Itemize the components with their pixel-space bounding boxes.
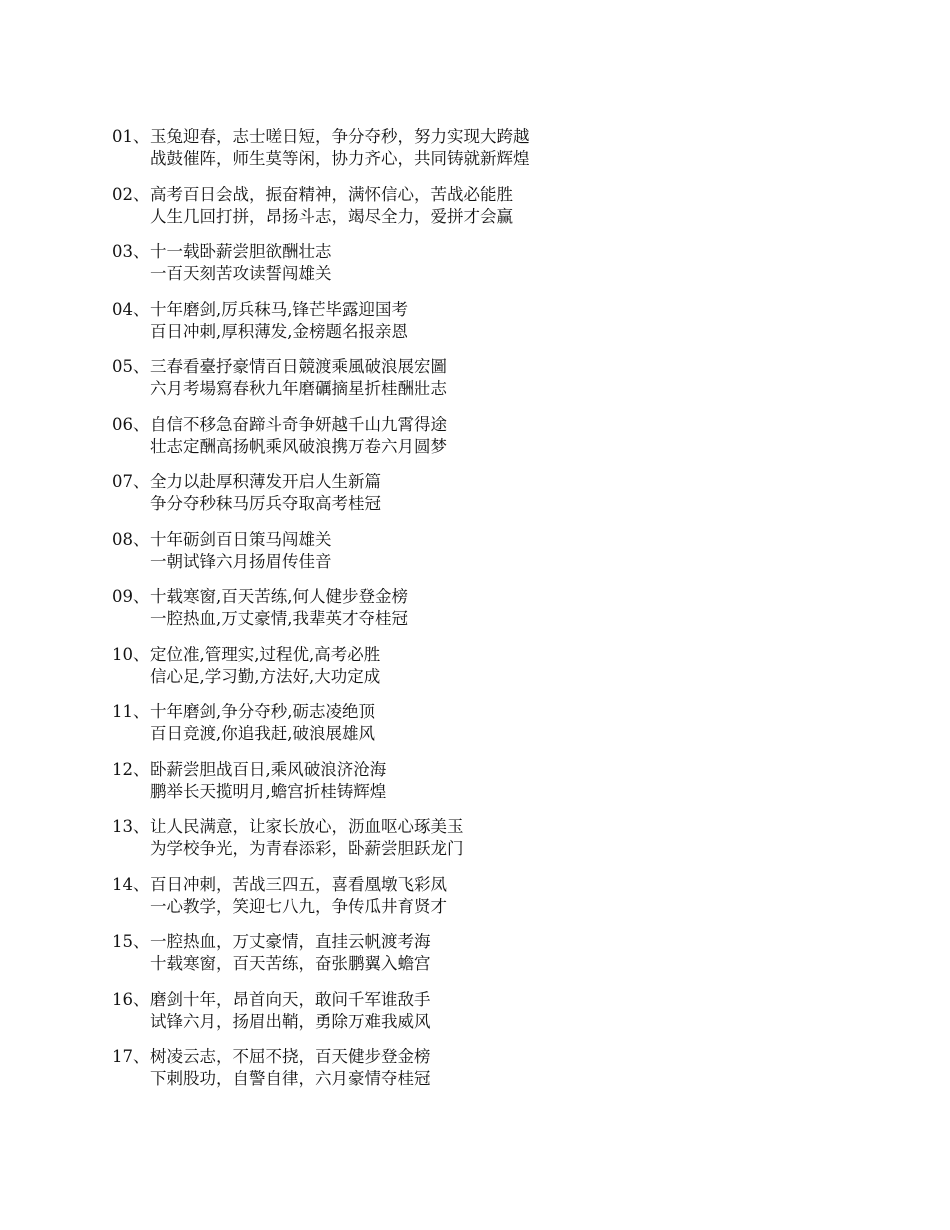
entry-number: 08、	[112, 529, 150, 549]
entry-number: 07、	[112, 472, 150, 491]
entry-number: 10、	[112, 644, 150, 664]
entry-number: 05、	[112, 357, 150, 376]
slogan-second-line: 人生几回打拼，昂扬斗志，竭尽全力，爱拼才会赢	[150, 206, 513, 226]
entry-number: 16、	[112, 989, 150, 1009]
entry-number: 12、	[112, 759, 150, 779]
slogan-entry	[112, 414, 872, 472]
slogan-second-line: 壮志定酬高扬帆乘风破浪携万卷六月圆梦	[150, 436, 447, 456]
slogan-first-line-text: 树凌云志，不屈不挠，百天健步登金榜	[150, 1047, 431, 1066]
slogan-first-line-text: 定位准,管理实,过程优,高考必胜	[150, 644, 381, 664]
slogan-entry	[112, 989, 872, 1047]
slogan-entry	[112, 874, 872, 932]
slogan-first-line	[112, 126, 872, 148]
entry-number: 13、	[112, 817, 150, 836]
slogan-entry	[112, 184, 872, 242]
slogan-first-line	[112, 759, 872, 781]
slogan-first-line-text: 十年磨剑,争分夺秒,砺志凌绝顶	[150, 702, 375, 721]
slogan-second-line: 试锋六月，扬眉出鞘，勇除万难我威风	[150, 1011, 431, 1031]
slogan-list	[112, 126, 872, 1104]
entry-number: 17、	[112, 1047, 150, 1066]
slogan-entry	[112, 356, 872, 414]
slogan-first-line	[112, 414, 872, 436]
slogan-second-line: 十载寒窗，百天苦练，奋张鹏翼入蟾宫	[150, 954, 431, 973]
slogan-first-line	[112, 989, 872, 1011]
slogan-first-line-text: 百日冲刺，苦战三四五，喜看凰墩飞彩凤	[150, 874, 447, 894]
entry-number: 06、	[112, 414, 150, 434]
entry-number: 11、	[112, 702, 150, 721]
slogan-first-line-text: 十年磨剑,厉兵秣马,锋芒毕露迎国考	[150, 299, 408, 319]
slogan-second-line: 战鼓催阵，师生莫等闲，协力齐心，共同铸就新辉煌	[150, 149, 530, 168]
slogan-first-line	[112, 931, 872, 953]
slogan-entry	[112, 586, 872, 644]
slogan-second-line: 百日冲刺,厚积薄发,金榜题名报亲恩	[150, 321, 408, 341]
slogan-second-line: 一朝试锋六月扬眉传佳音	[150, 551, 332, 571]
slogan-first-line-text: 卧薪尝胆战百日,乘风破浪济沧海	[150, 759, 387, 779]
slogan-entry	[112, 701, 872, 759]
slogan-first-line	[112, 184, 872, 206]
slogan-second-line: 下刺股功，自警自律，六月豪情夺桂冠	[150, 1069, 431, 1088]
slogan-entry	[112, 471, 872, 529]
slogan-second-line: 争分夺秒秣马厉兵夺取高考桂冠	[150, 494, 381, 513]
slogan-second-line: 为学校争光，为青春添彩，卧薪尝胆跃龙门	[150, 839, 464, 858]
slogan-first-line	[112, 586, 872, 608]
slogan-second-line: 百日竞渡,你追我赶,破浪展雄风	[150, 724, 375, 743]
slogan-first-line-text: 一腔热血，万丈豪情，直挂云帆渡考海	[150, 932, 431, 951]
entry-number: 09、	[112, 587, 150, 606]
slogan-entry	[112, 931, 872, 989]
slogan-first-line	[112, 471, 872, 493]
slogan-first-line-text: 十年砺剑百日策马闯雄关	[150, 529, 332, 549]
slogan-first-line	[112, 529, 872, 551]
slogan-first-line-text: 让人民满意，让家长放心，沥血呕心琢美玉	[150, 817, 464, 836]
slogan-entry	[112, 759, 872, 817]
slogan-first-line	[112, 816, 872, 838]
slogan-first-line	[112, 356, 872, 378]
slogan-first-line	[112, 241, 872, 263]
slogan-entry	[112, 529, 872, 587]
slogan-entry	[112, 241, 872, 299]
slogan-first-line-text: 高考百日会战，振奋精神，满怀信心，苦战必能胜	[150, 184, 513, 204]
slogan-second-line: 一心教学，笑迎七八九，争传瓜井育贤才	[150, 896, 447, 916]
slogan-first-line	[112, 1046, 872, 1068]
slogan-first-line-text: 十载寒窗,百天苦练,何人健步登金榜	[150, 587, 408, 606]
entry-number: 04、	[112, 299, 150, 319]
slogan-second-line: 一百天刻苦攻读誓闯雄关	[150, 264, 332, 283]
entry-number: 03、	[112, 242, 150, 261]
slogan-first-line-text: 自信不移急奋蹄斗奇争妍越千山九霄得途	[150, 414, 447, 434]
slogan-first-line-text: 磨剑十年，昂首向天，敢问千军谁敌手	[150, 989, 431, 1009]
entry-number: 14、	[112, 874, 150, 894]
entry-number: 01、	[112, 127, 150, 146]
slogan-first-line-text: 十一载卧薪尝胆欲酬壮志	[150, 242, 332, 261]
slogan-entry	[112, 126, 872, 184]
slogan-second-line: 信心足,学习勤,方法好,大功定成	[150, 666, 381, 686]
slogan-first-line	[112, 701, 872, 723]
slogan-first-line	[112, 874, 872, 896]
slogan-second-line: 一腔热血,万丈豪情,我辈英才夺桂冠	[150, 609, 408, 628]
entry-number: 15、	[112, 932, 150, 951]
slogan-first-line-text: 三春看臺抒豪情百日競渡乘風破浪展宏圖	[150, 357, 447, 376]
slogan-second-line: 鹏举长天揽明月,蟾宫折桂铸辉煌	[150, 781, 387, 801]
slogan-first-line-text: 玉兔迎春，志士嗟日短，争分夺秒，努力实现大跨越	[150, 127, 530, 146]
slogan-entry	[112, 299, 872, 357]
slogan-first-line	[112, 299, 872, 321]
slogan-entry	[112, 1046, 872, 1104]
entry-number: 02、	[112, 184, 150, 204]
slogan-entry	[112, 816, 872, 874]
slogan-second-line: 六月考場寫春秋九年磨礪摘星折桂酬壯志	[150, 379, 447, 398]
slogan-first-line-text: 全力以赴厚积薄发开启人生新篇	[150, 472, 381, 491]
slogan-first-line	[112, 644, 872, 666]
slogan-entry	[112, 644, 872, 702]
